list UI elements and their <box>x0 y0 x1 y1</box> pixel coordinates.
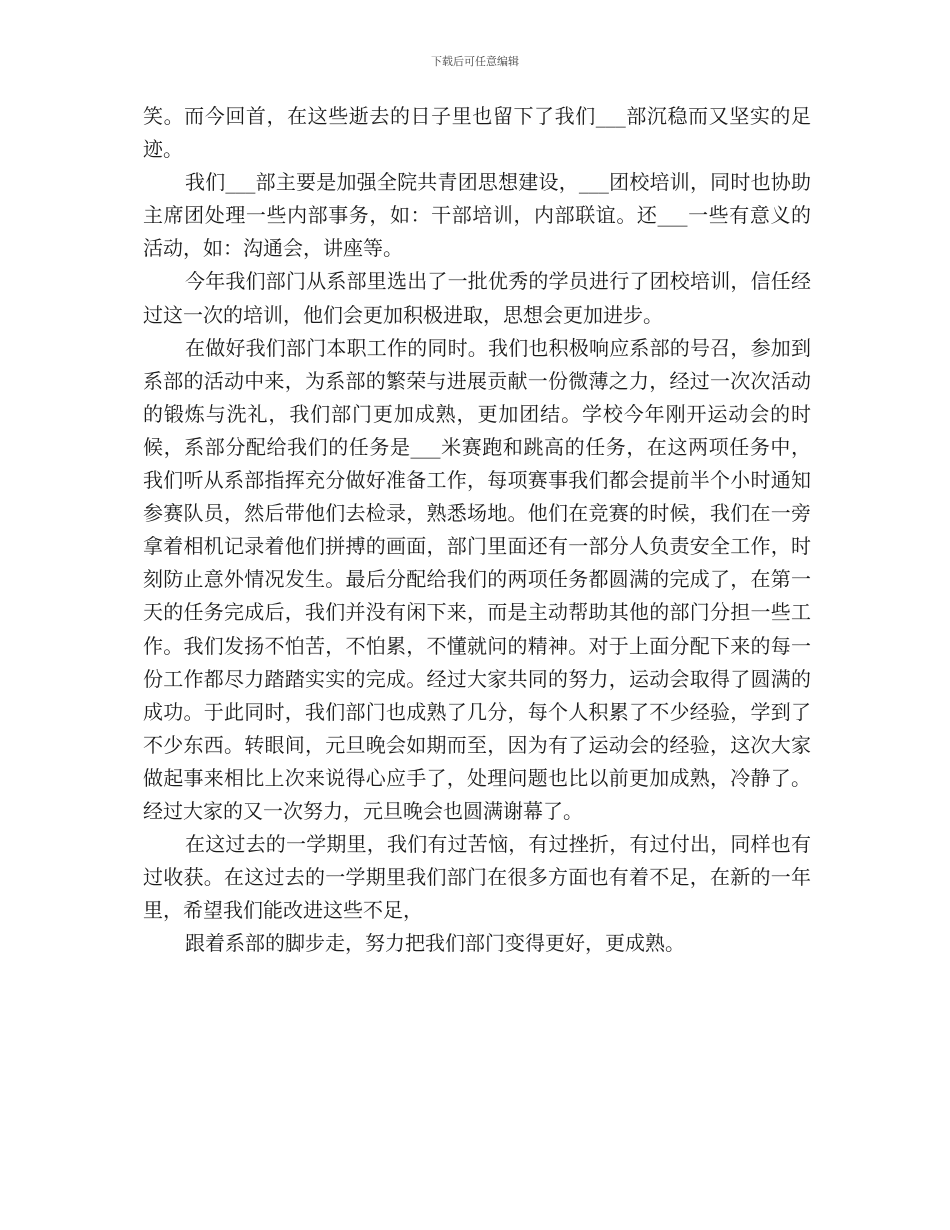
paragraph: 在做好我们部门本职工作的同时。我们也积极响应系部的号召，参加到系部的活动中来，为系部的繁荣与进展贡献一份微薄之力，经过一次次活动的锻炼与洗礼，我们部门更加成熟，更加团结。学校今年刚开运动会的时候，系部分配给我们的任务是___米赛跑和跳高的任务，在这两项任务中，我们听从系部指挥充分做好准备工作，每项赛事我们都会提前半个小时通知参赛队员，然后带他们去检录，熟悉场地。他们在竞赛的时候，我们在一旁拿着相机记录着他们拼搏的画面，部门里面还有一部分人负责安全工作，时刻防止意外情况发生。最后分配给我们的两项任务都圆满的完成了，在第一天的任务完成后，我们并没有闲下来，而是主动帮助其他的部门分担一些工作。我们发扬不怕苦，不怕累，不懂就问的精神。对于上面分配下来的每一份工作都尽力踏踏实实的完成。经过大家共同的努力，运动会取得了圆满的成功。于此同时，我们部门也成熟了几分，每个人积累了不少经验，学到了不少东西。转眼间，元旦晚会如期而至，因为有了运动会的经验，这次大家做起事来相比上次来说得心应手了，处理问题也比以前更加成熟，冷静了。经过大家的又一次努力，元旦晚会也圆满谢幕了。 <box>143 335 811 823</box>
paragraph: 在这过去的一学期里，我们有过苦恼，有过挫折，有过付出，同样也有过收获。在这过去的一学期里我们部门在很多方面也有着不足，在新的一年里，希望我们能改进这些不足， <box>143 832 811 923</box>
paragraph: 今年我们部门从系部里选出了一批优秀的学员进行了团校培训，信任经过这一次的培训，他们会更加积极进取，思想会更加进步。 <box>143 269 811 327</box>
page-header: 下载后可任意编辑 <box>431 55 519 68</box>
paragraph: 我们___部主要是加强全院共青团思想建设，___团校培训，同时也协助主席团处理一些内部事务，如：干部培训，内部联谊。还___一些有意义的活动，如：沟通会，讲座等。 <box>143 170 811 261</box>
paragraph: 笑。而今回首，在这些逝去的日子里也留下了我们___部沉稳而又坚实的足迹。 <box>143 104 811 162</box>
paragraph: 跟着系部的脚步走，努力把我们部门变得更好，更成熟。 <box>185 931 685 956</box>
document-body <box>143 100 811 960</box>
